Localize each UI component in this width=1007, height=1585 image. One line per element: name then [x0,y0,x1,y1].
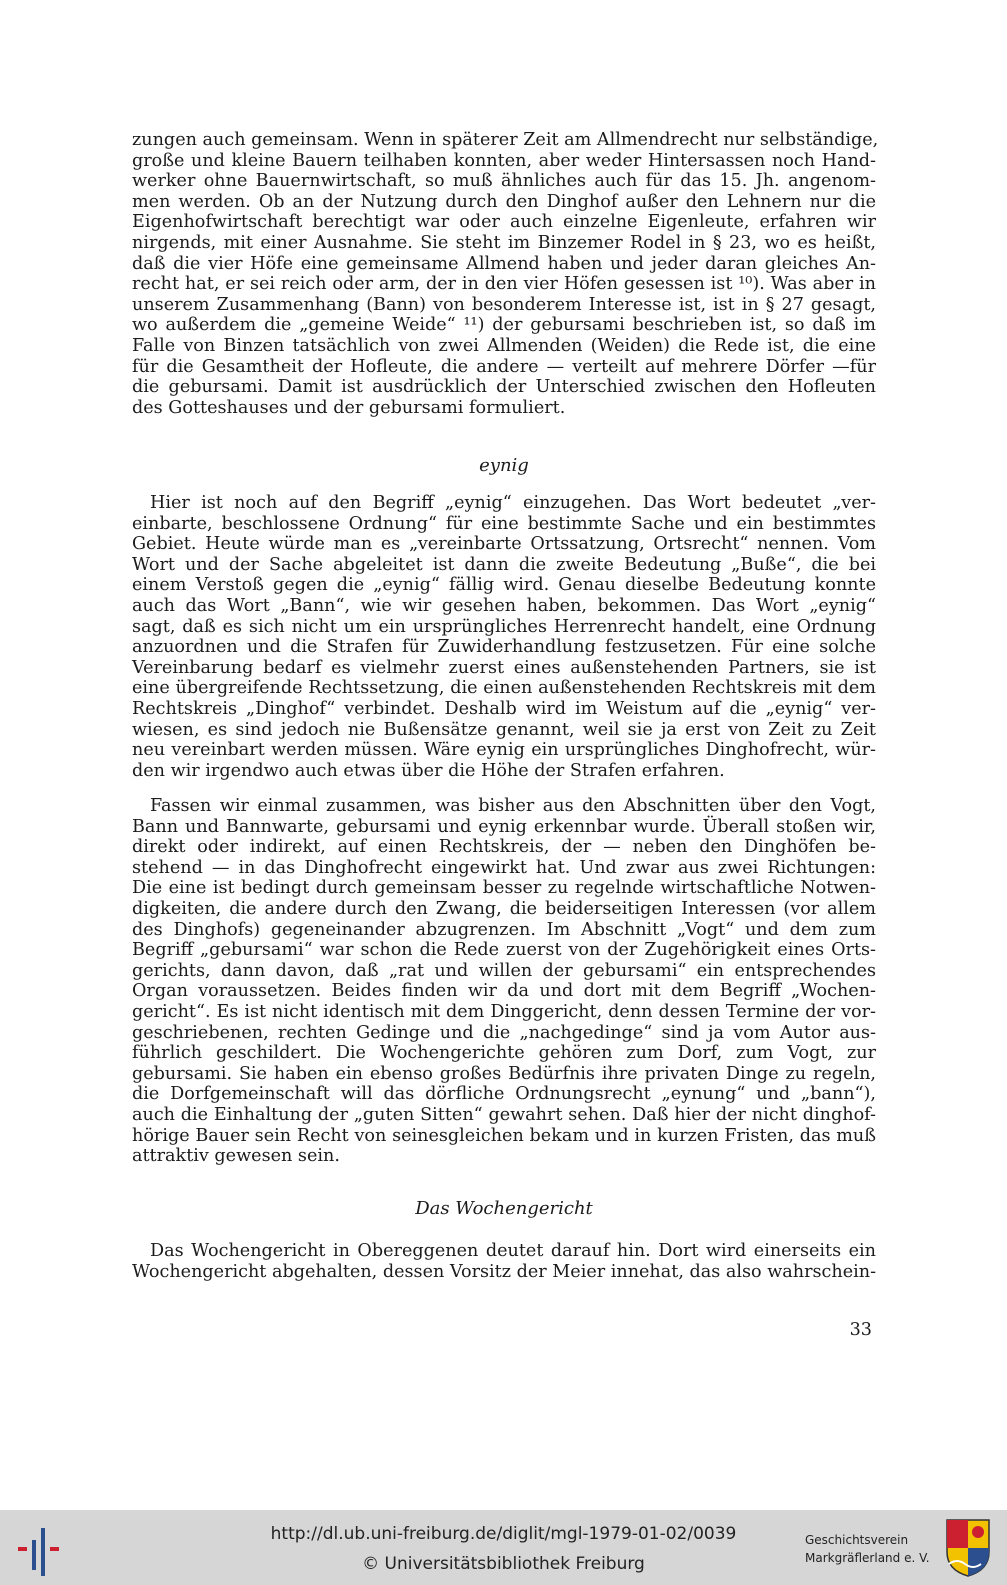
text-line: werker ohne Bauernwirtschaft, so muß ähnliches auch für das 15. Jh. angenom- [132,171,876,192]
society-name [805,1531,930,1567]
text-line: den wir irgendwo auch etwas über die Höhe der Strafen erfahren. [132,760,725,781]
text-line: des Dinghofs) gegeneinander abzugrenzen. Im Abschnitt „Vogt“ und dem zum [132,919,876,940]
text-line: geschriebenen, rechten Gedinge und die „nachgedinge“ sind ja vom Autor aus- [132,1022,876,1043]
text-line: Hier ist noch auf den Begriff „eynig“ einzugehen. Das Wort bedeutet „ver- [150,493,876,513]
text-line: men werden. Ob an der Nutzung durch den Dinghof außer den Lehnern nur die [132,191,876,212]
text-line: digkeiten, die andere durch den Zwang, die beiderseitigen Interessen (vor allem [132,898,876,919]
society-line-1: Geschichtsverein [805,1533,909,1547]
text-line: Gebiet. Heute würde man es „vereinbarte Ortssatzung, Ortsrecht“ nennen. Vom [132,534,876,555]
footer-bar [0,1510,1007,1585]
text-line: neu vereinbart werden müssen. Wäre eynig ein ursprüngliches Dinghofrecht, wür- [132,740,876,761]
copyright-text: © Universitätsbibliothek Freiburg [362,1554,645,1574]
section-heading-eynig: eynig [479,455,529,476]
text-line: die gebursami. Damit ist ausdrücklich der Unterschied zwischen den Hofleuten [132,377,876,398]
text-line: daß die vier Höfe eine gemeinsame Allmend haben und jeder daran gleiches An- [132,253,876,274]
text-line: einem Verstoß gegen die „eynig“ fällig wird. Genau dieselbe Bedeutung konnte [132,575,876,596]
text-line: Wort und der Sache abgeleitet ist dann die zweite Bedeutung „Buße“, die bei [132,554,876,575]
text-line: hörige Bauer sein Recht von seinesgleichen bekam und in kurzen Fristen, das muß [132,1125,876,1146]
text-line: zungen auch gemeinsam. Wenn in späterer Zeit am Allmendrecht nur selbständige, [132,130,879,150]
text-line: Bann und Bannwarte, gebursami und eynig erkennbar wurde. Überall stoßen wir, [132,816,876,837]
text-line: große und kleine Bauern teilhaben konnten, aber weder Hintersassen noch Hand- [132,150,876,171]
text-line: nirgends, mit einer Ausnahme. Sie steht im Binzemer Rodel in § 23, wo es heißt, [132,232,876,253]
text-line: Organ voraussetzen. Beides finden wir da und dort mit dem Begriff „Wochen- [132,981,876,1002]
text-line: Begriff „gebursami“ war schon die Rede zuerst von der Zugehörigkeit eines Orts- [132,940,876,961]
text-line: Eigenhofwirtschaft berechtigt war oder auch einzelne Eigenleute, erfahren wir [132,212,876,233]
text-line: gerichts, dann davon, daß „rat und willen der gebursami“ ein entsprechendes [132,960,876,981]
text-line: Wochengericht abgehalten, dessen Vorsitz der Meier innehat, das also wahrschein- [132,1261,877,1282]
text-line: attraktiv gewesen sein. [132,1146,340,1167]
text-line: Das Wochengericht in Obereggenen deutet darauf hin. Dort wird einerseits ein [150,1241,876,1261]
text-line: sagt, daß es sich nicht um ein ursprüngliches Herrenrecht handelt, eine Ordnung [132,616,876,637]
page-number: 33 [849,1320,872,1340]
text-line: auch die Einhaltung der „guten Sitten“ gewahrt sehen. Daß hier der nicht dinghof- [132,1104,876,1125]
text-line: recht hat, er sei reich oder arm, der in den vier Höfen gesessen ist ¹⁰). Was aber in [132,274,876,295]
text-line: Fassen wir einmal zusammen, was bisher aus den Abschnitten über den Vogt, [150,796,876,816]
text-line: Falle von Binzen tatsächlich von zwei Allmenden (Weiden) die Rede ist, die eine [132,335,876,356]
text-line: direkt oder indirekt, auf einen Rechtskreis, der — neben den Dinghöfen be- [132,837,876,858]
text-line: anzuordnen und die Strafen für Zuwiderhandlung festzusetzen. Für eine solche [132,637,876,658]
text-line: wiesen, es sind jedoch nie Bußensätze genannt, weil sie ja erst von Zeit zu Zeit [132,719,876,740]
paragraph-3 [132,796,876,1167]
paragraph-4 [132,1241,876,1282]
society-line-2: Markgräflerland e. V. [805,1551,930,1565]
text-line: auch das Wort „Bann“, wie wir gesehen haben, bekommen. Das Wort „eynig“ [132,595,876,616]
text-line: unserem Zusammenhang (Bann) von besonderem Interesse ist, ist in § 27 gesagt, [132,294,876,315]
text-line: eine übergreifende Rechtssetzung, die einen außenstehenden Rechtskreis mit dem [132,678,876,699]
document-url-link[interactable]: http://dl.ub.uni-freiburg.de/diglit/mgl-1979-01-02/0039 [270,1524,737,1544]
text-line: des Gotteshauses und der gebursami formuliert. [132,397,566,418]
text-line: Vereinbarung bedarf es vielmehr zuerst eines außenstehenden Partners, sie ist [132,657,876,678]
text-line: wo außerdem die „gemeine Weide“ ¹¹) der gebursami beschrieben ist, so daß im [132,315,876,336]
text-line: führlich geschildert. Die Wochengerichte gehören zum Dorf, zum Vogt, zur [132,1043,876,1064]
section-heading-wochengericht: Das Wochengericht [415,1198,593,1219]
text-line: Rechtskreis „Dinghof“ verbindet. Deshalb wird im Weistum auf die „eynig“ ver- [132,698,876,719]
text-line: gericht“. Es ist nicht identisch mit dem Dinggericht, denn dessen Termine der vor- [132,1001,876,1022]
text-line: Die eine ist bedingt durch gemeinsam besser zu regelnde wirtschaftliche Notwen- [132,878,876,899]
coat-of-arms-icon [945,1518,991,1578]
paragraph-1 [132,130,879,418]
text-line: die Dorfgemeinschaft will das dörfliche Ordnungsrecht „eynung“ und „bann“), [132,1084,876,1105]
text-line: für die Gesamtheit der Hofleute, die andere — verteilt auf mehrere Dörfer —für [132,356,876,377]
paragraph-2 [132,493,876,781]
text-line: stehend — in das Dinghofrecht eingewirkt hat. Und zwar aus zwei Richtungen: [132,857,876,878]
text-line: einbarte, beschlossene Ordnung“ für eine bestimmte Sache und ein bestimmtes [132,513,876,534]
text-line: gebursami. Sie haben ein ebenso großes Bedürfnis ihre privaten Dinge zu regeln, [132,1063,876,1084]
